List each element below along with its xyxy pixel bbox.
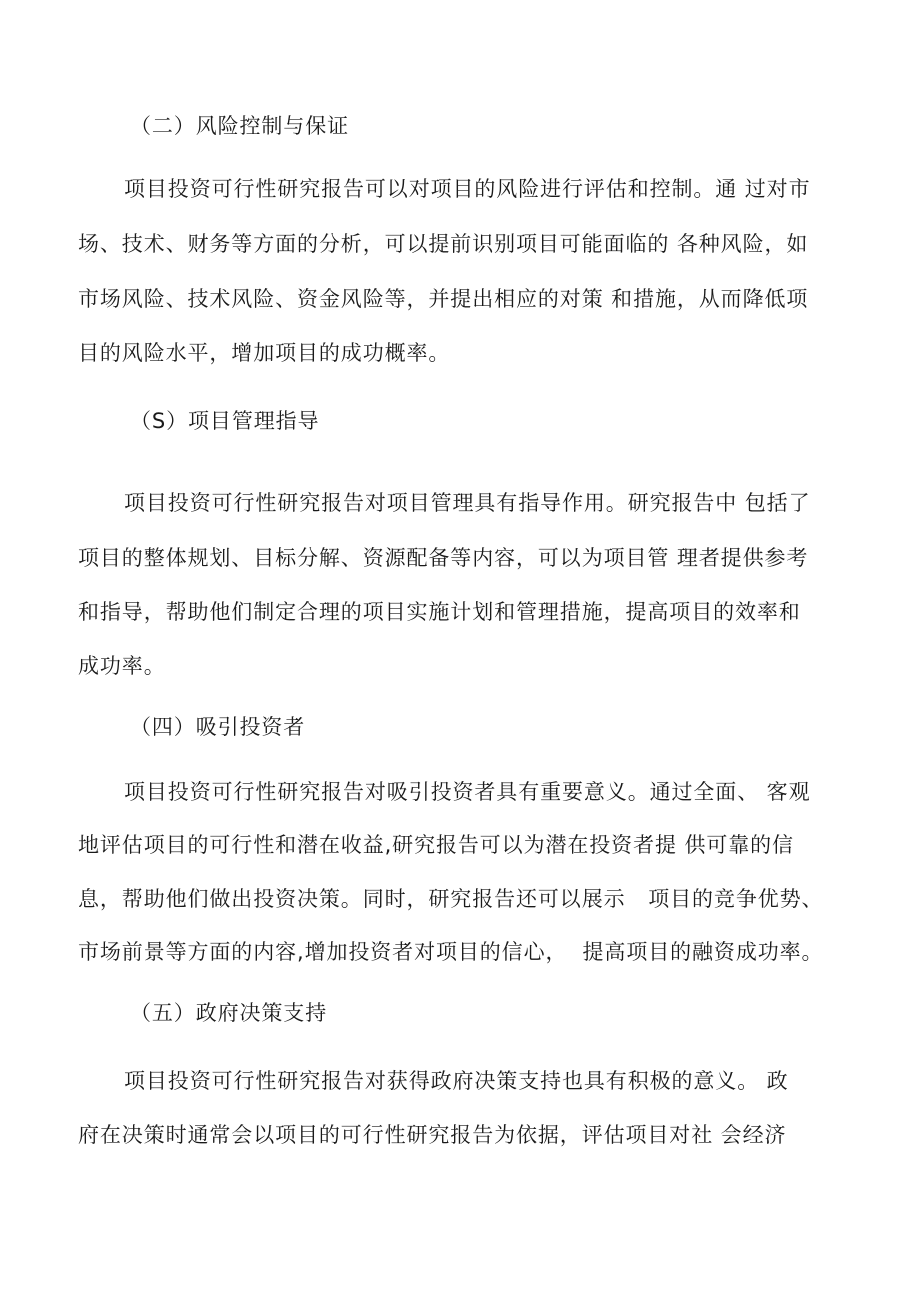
- paragraph-line: 项目投资可行性研究报告对项目管理具有指导作用。研究报告中 包括了: [124, 491, 811, 515]
- section-heading-government-support: （五）政府决策支持: [130, 1001, 328, 1025]
- paragraph-line: 市场前景等方面的内容,增加投资者对项目的信心， 提高项目的融资成功率。: [78, 940, 824, 964]
- section-heading-attract-investors: （四）吸引投资者: [130, 715, 306, 739]
- paragraph-line: 项目投资可行性研究报告对获得政府决策支持也具有积极的意义。 政: [124, 1069, 789, 1093]
- paragraph-line: 目的风险水平，增加项目的成功概率。: [78, 341, 451, 365]
- paragraph-line: 成功率。: [78, 654, 166, 678]
- paragraph-line: 和指导，帮助他们制定合理的项目实施计划和管理措施，提高项目的效率和: [78, 600, 801, 624]
- section-heading-risk-control: （二）风险控制与保证: [130, 114, 349, 138]
- paragraph-line: 项目投资可行性研究报告对吸引投资者具有重要意义。通过全面、 客观: [124, 780, 811, 804]
- paragraph-line: 地评估项目的可行性和潜在收益,研究报告可以为潜在投资者提 供可靠的信: [78, 833, 794, 857]
- section-heading-project-management: （S）项目管理指导: [130, 409, 320, 433]
- paragraph-line: 息，帮助他们做出投资决策。同时，研究报告还可以展示 项目的竞争优势、: [78, 887, 824, 911]
- paragraph-line: 项目投资可行性研究报告可以对项目的风险进行评估和控制。通 过对市: [124, 177, 811, 201]
- paragraph-line: 府在决策时通常会以项目的可行性研究报告为依据，评估项目对社 会经济: [78, 1123, 787, 1147]
- paragraph-line: 市场风险、技术风险、资金风险等，并提出相应的对策 和措施，从而降低项: [78, 287, 809, 311]
- paragraph-line: 场、技术、财务等方面的分析，可以提前识别项目可能面临的 各种风险，如: [78, 232, 809, 256]
- paragraph-line: 项目的整体规划、目标分解、资源配备等内容，可以为项目管 理者提供参考: [78, 546, 809, 570]
